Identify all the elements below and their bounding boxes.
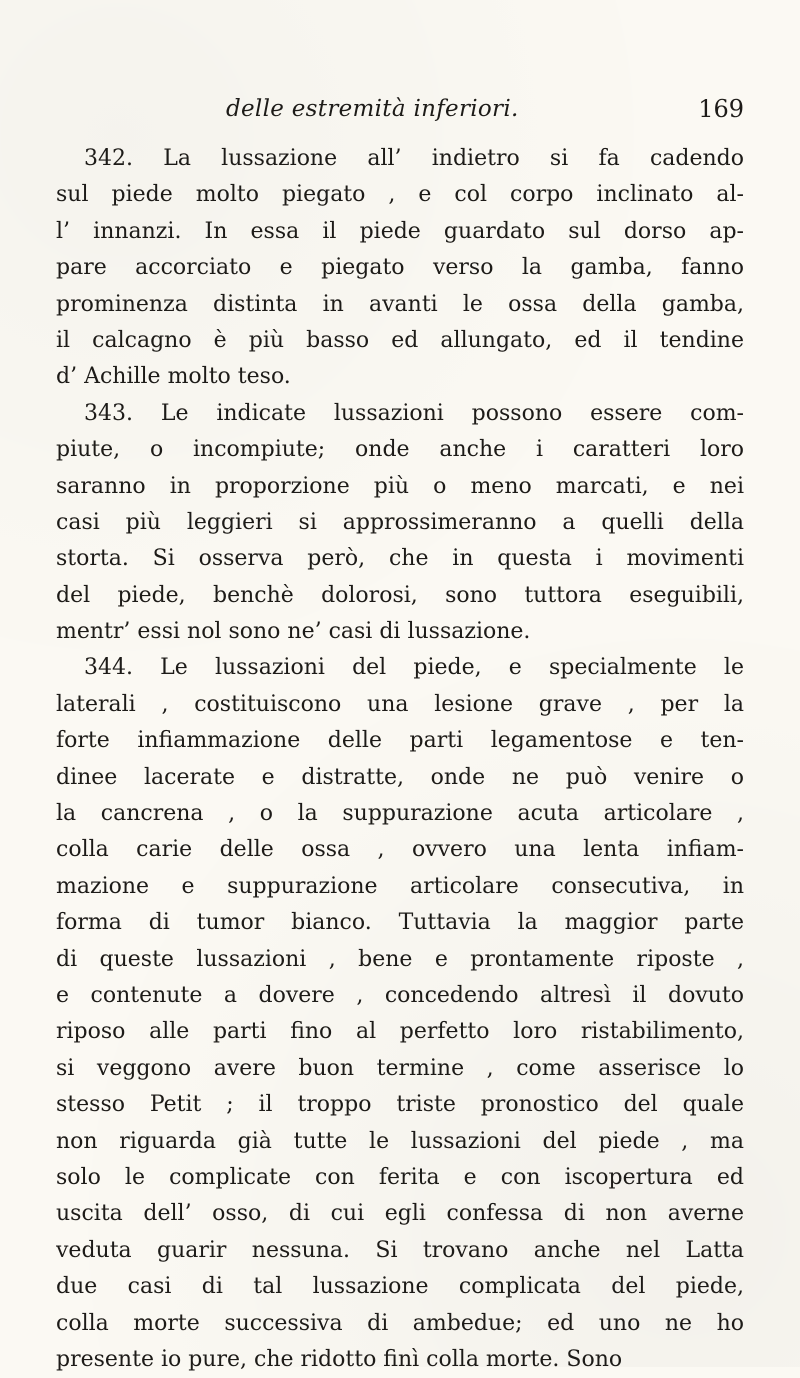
text-line: stesso Petit ; il troppo triste pronostico del quale (56, 1092, 744, 1118)
text-line: prominenza distinta in avanti le ossa della gamba, (56, 291, 744, 317)
body-text (56, 141, 744, 1378)
page-header (56, 91, 744, 127)
text-line: mazione e suppurazione articolare consecutiva, in (56, 873, 744, 899)
text-line: presente io pure, che ridotto finì colla morte. Sono (56, 1346, 623, 1372)
text-line: solo le complicate con ferita e con iscopertura ed (56, 1164, 744, 1190)
text-line: due casi di tal lussazione complicata del piede, (56, 1274, 744, 1300)
text-line: 343. Le indicate lussazioni possono essere com- (84, 400, 744, 426)
text-line: saranno in proporzione più o meno marcati, e nei (56, 473, 744, 499)
text-line: pare accorciato e piegato verso la gamba, fanno (56, 255, 744, 281)
text-line: storta. Si osserva però, che in questa i movimenti (56, 546, 744, 572)
text-line: 342. La lussazione all’ indietro si fa cadendo (84, 146, 744, 171)
page-number: 169 (698, 95, 744, 123)
text-line: e contenute a dovere , concedendo altresì il dovuto (56, 982, 744, 1008)
text-line: non riguarda già tutte le lussazioni del piede , ma (56, 1128, 744, 1154)
text-line: uscita dell’ osso, di cui egli confessa di non averne (56, 1201, 744, 1227)
text-line: forte infiammazione delle parti legamentose e ten- (56, 728, 744, 754)
text-line: il calcagno è più basso ed allungato, ed il tendine (56, 327, 744, 353)
text-line: laterali , costituiscono una lesione grave , per la (56, 691, 744, 717)
text-line: veduta guarir nessuna. Si trovano anche nel Latta (56, 1237, 744, 1263)
text-line: di queste lussazioni , bene e prontamente riposte , (56, 946, 744, 972)
text-line: mentr’ essi nol sono ne’ casi di lussazione. (56, 619, 531, 645)
text-line: d’ Achille molto teso. (56, 364, 291, 390)
text-line: piute, o incompiute; onde anche i caratteri loro (56, 437, 744, 463)
text-line: forma di tumor bianco. Tuttavia la maggior parte (56, 910, 744, 936)
text-line: del piede, benchè dolorosi, sono tuttora eseguibili, (56, 582, 744, 608)
text-line: casi più leggieri si approssimeranno a quelli della (56, 509, 744, 535)
text-line: riposo alle parti fino al perfetto loro ristabilimento, (56, 1019, 744, 1045)
text-line: 344. Le lussazioni del piede, e specialmente le (84, 655, 744, 681)
text-line: l’ innanzi. In essa il piede guardato sul dorso ap- (56, 218, 744, 244)
running-title: delle estremità inferiori. (226, 96, 519, 122)
text-line: si veggono avere buon termine , come asserisce lo (56, 1055, 744, 1081)
text-line: colla morte successiva di ambedue; ed uno ne ho (56, 1310, 744, 1336)
text-line: sul piede molto piegato , e col corpo inclinato al- (56, 182, 744, 208)
text-line: dinee lacerate e distratte, onde ne può venire o (56, 764, 744, 790)
text-line: la cancrena , o la suppurazione acuta articolare , (56, 801, 744, 827)
text-line: colla carie delle ossa , ovvero una lenta infiam- (56, 837, 744, 863)
